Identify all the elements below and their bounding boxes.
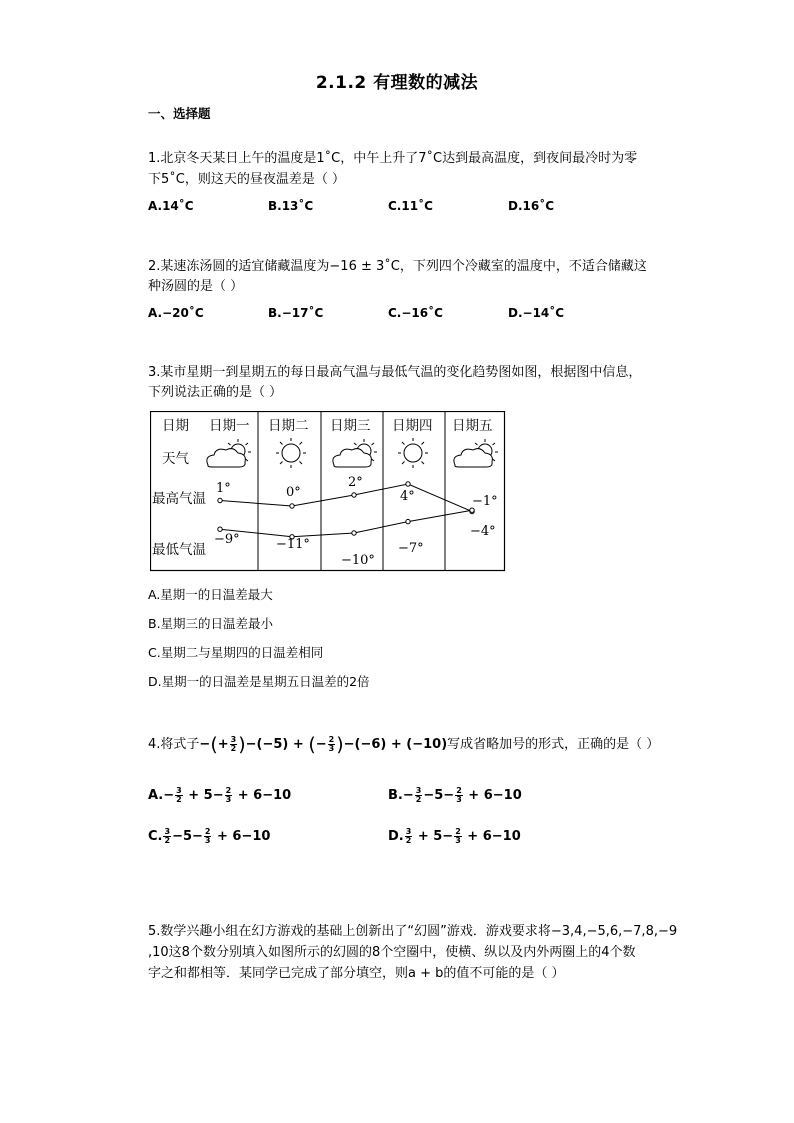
partly-cloudy-icon <box>454 439 498 467</box>
q1-text-line2: 下5˚C，则这天的昼夜温差是（ ） <box>148 172 345 187</box>
row-label-weather: 天气 <box>162 451 189 467</box>
sun-icon <box>398 438 428 468</box>
q3-option-d[interactable]: D.星期一的日温差是星期五日温差的2倍 <box>148 674 370 689</box>
low-label: −4° <box>470 524 496 539</box>
row-label-date: 日期 <box>162 418 189 434</box>
low-label: −10° <box>341 553 375 568</box>
high-label: 4° <box>400 489 415 504</box>
low-temperature-point <box>218 527 222 531</box>
partly-cloudy-icon <box>207 439 251 467</box>
section-heading: 一、选择题 <box>148 106 211 121</box>
high-temperature-point <box>352 493 356 497</box>
day-header: 日期五 <box>452 418 493 434</box>
q2-option-d[interactable]: D.−14˚C <box>508 306 565 320</box>
q3-option-c[interactable]: C.星期二与星期四的日温差相同 <box>148 645 324 660</box>
day-header: 日期四 <box>392 418 433 434</box>
high-temperature-point <box>290 504 294 508</box>
day-header: 日期三 <box>330 418 371 434</box>
page-title: 2.1.2 有理数的减法 <box>315 73 479 93</box>
low-label: −7° <box>398 541 424 556</box>
q4-prefix: 4.将式子 <box>148 737 200 752</box>
row-label-high: 最高气温 <box>152 491 206 507</box>
q4-option-a[interactable]: A.− $\frac{3}{2}$ + 5− $\frac{2}{3}$ + 6−10 <box>148 786 292 804</box>
low-label: −9° <box>214 532 240 547</box>
high-temperature-point <box>218 498 222 502</box>
q1-text-line1: 1.北京冬天某日上午的温度是1˚C，中午上升了7˚C达到最高温度，到夜间最冷时为零 <box>148 151 638 166</box>
low-temperature-point <box>352 531 356 535</box>
q4-option-d[interactable]: D. $\frac{3}{2}$ + 5− $\frac{2}{3}$ + 6−10 <box>388 827 521 845</box>
day-header: 日期二 <box>268 418 309 434</box>
fraction: $\frac{2}{3}$ <box>328 735 335 753</box>
q3-option-a[interactable]: A.星期一的日温差最大 <box>148 587 273 602</box>
q1-option-a[interactable]: A.14˚C <box>148 199 194 213</box>
q4-text: 4.将式子−(+ $\frac{3}{2}$ )−(−5) + (− $\frac{2}{3}$ )−(−6) + (−10)写成省略加号的形式，正确的是（ ） <box>148 733 660 756</box>
q3-text-line1: 3.某市星期一到星期五的每日最高气温与最低气温的变化趋势图如图，根据图中信息， <box>148 365 642 380</box>
high-label: 0° <box>286 485 301 500</box>
q2-text-line1: 2.某速冻汤圆的适宜储藏温度为−16 ± 3˚C，下列四个冷藏室的温度中，不适合储藏这 <box>148 259 647 274</box>
q2-option-b[interactable]: B.−17˚C <box>268 306 324 320</box>
high-label: −1° <box>472 494 498 509</box>
q1-option-d[interactable]: D.16˚C <box>508 199 555 213</box>
q2-option-a[interactable]: A.−20˚C <box>148 306 204 320</box>
q5-text-line1: 5.数学兴趣小组在幻方游戏的基础上创新出了“幻圆”游戏．游戏要求将−3,4,−5,6,−7,8,−9 <box>148 924 678 939</box>
q1-option-b[interactable]: B.13˚C <box>268 199 314 213</box>
day-header: 日期一 <box>209 418 250 434</box>
fraction: $\frac{3}{2}$ <box>230 735 237 753</box>
sun-icon <box>276 438 306 468</box>
q4-option-c[interactable]: C. $\frac{3}{2}$ −5− $\frac{2}{3}$ + 6−10 <box>148 827 271 845</box>
partly-cloudy-icon <box>333 439 377 467</box>
low-label: −11° <box>276 537 310 552</box>
q1-option-c[interactable]: C.11˚C <box>388 199 433 213</box>
weather-trend-figure <box>150 411 506 572</box>
q5-text-line3: 字之和都相等．某同学已完成了部分填空，则a + b的值不可能的是（ ） <box>148 966 565 981</box>
q4-option-b[interactable]: B.− $\frac{3}{2}$ −5− $\frac{2}{3}$ + 6−10 <box>388 786 522 804</box>
high-temperature-point <box>406 482 410 486</box>
q3-text-line2: 下列说法正确的是（ ） <box>148 385 283 400</box>
high-label: 2° <box>348 475 363 490</box>
q2-text-line2: 种汤圆的是（ ） <box>148 279 244 294</box>
q2-option-c[interactable]: C.−16˚C <box>388 306 443 320</box>
row-label-low: 最低气温 <box>152 542 206 558</box>
low-temperature-point <box>406 519 410 523</box>
high-label: 1° <box>216 481 231 496</box>
q4-suffix: 写成省略加号的形式，正确的是（ ） <box>447 737 660 752</box>
q5-text-line2: ,10这8个数分别填入如图所示的幻圆的8个空圈中，使横、纵以及内外两圈上的4个数 <box>148 945 636 960</box>
q3-option-b[interactable]: B.星期三的日温差最小 <box>148 616 274 631</box>
